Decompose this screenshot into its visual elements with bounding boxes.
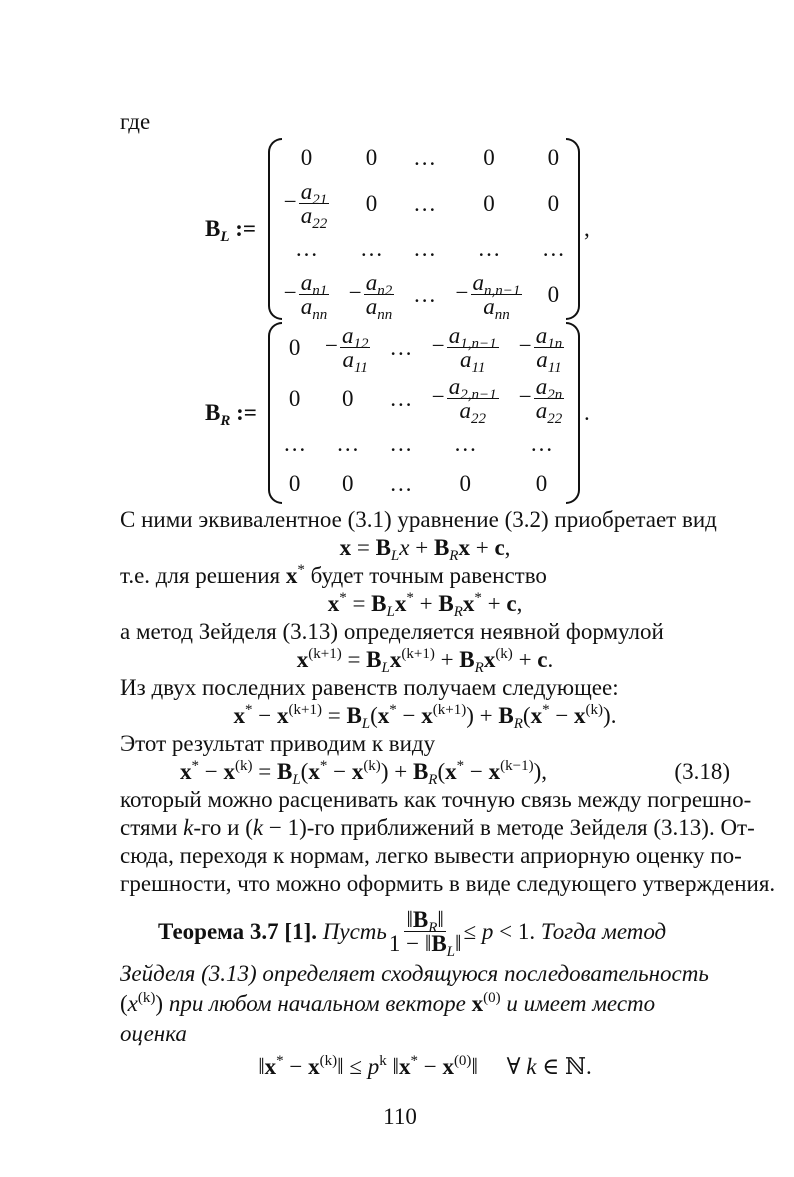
fraction — [447, 323, 499, 376]
math-token: при любом начальном векторе — [168, 991, 466, 1016]
math-token: x — [488, 759, 501, 784]
math-token: a — [460, 347, 472, 372]
matrix-entry: … — [283, 431, 307, 456]
text-line: сюда, переходя к нормам, легко вывести априорную оценку по- — [120, 843, 742, 868]
math-token: a — [365, 270, 378, 295]
math-token: * — [276, 1053, 284, 1069]
matrix-row — [274, 373, 574, 424]
math-token: a — [448, 374, 461, 399]
math-token: 21 — [312, 192, 328, 208]
math-token: (k) — [585, 702, 604, 718]
text-line: который можно расценивать как точную связь между погрешно- — [120, 787, 752, 812]
math-token: B — [438, 591, 454, 616]
math-token: x — [223, 759, 235, 784]
math-token: a — [300, 294, 313, 319]
math-token: 11 — [354, 360, 368, 376]
math-token: a — [300, 179, 313, 204]
matrix-entry: … — [389, 334, 413, 360]
math-token: L — [292, 772, 301, 788]
matrix-entry: 0 — [483, 145, 495, 170]
math-token: B — [498, 703, 514, 728]
formula-5: $x^* - x^{(k)} = B_L(x^* - x^{(k)}) + B_R(x^* - x^{(k-1)})$, — [180, 758, 547, 788]
theorem-line — [120, 959, 730, 989]
minus-sign: − — [431, 383, 445, 409]
matrix-entry: … — [389, 471, 413, 496]
math-token: x — [339, 535, 352, 560]
math-token: a — [448, 323, 461, 348]
matrix-entry: 0 — [535, 471, 548, 496]
matrix-bl-trail: , — [584, 216, 590, 241]
math-token: x — [421, 703, 433, 728]
math-token: Тогда метод — [540, 918, 667, 944]
fraction-denominator — [341, 347, 370, 376]
math-token: Зейделя (3.13) определяет сходящуюся последовательность — [120, 961, 709, 986]
math-token: и имеет место — [506, 991, 656, 1016]
math-token: x — [483, 647, 496, 672]
math-token: R — [474, 660, 484, 676]
math-token: a — [342, 347, 354, 372]
math-token: * — [474, 590, 482, 606]
math-token: p — [367, 1054, 380, 1079]
math-token: x — [327, 591, 340, 616]
math-token: c — [494, 535, 505, 560]
math-token: x — [394, 591, 407, 616]
math-token: * — [191, 758, 199, 774]
intro-word: где — [120, 109, 151, 134]
math-token: k — [252, 815, 264, 840]
theorem-condition: ≤ p < 1. Тогда метод — [463, 918, 667, 944]
math-token: x — [377, 703, 390, 728]
math-token: x — [296, 647, 309, 672]
math-token: (k−1) — [500, 758, 534, 774]
matrix-row — [274, 322, 574, 373]
math-token: 12 — [353, 336, 369, 352]
math-token: a — [535, 398, 548, 423]
fraction-denominator — [458, 347, 487, 376]
fraction-denominator — [457, 398, 488, 427]
matrix-entry — [274, 178, 339, 232]
left-parenthesis — [268, 322, 282, 504]
math-token: a — [535, 323, 548, 348]
matrix-br-trail: . — [584, 400, 590, 425]
matrix-entry: 0 — [288, 471, 301, 496]
minus-sign: − — [518, 332, 532, 358]
text-line: Из двух последних равенств получаем следующее: — [120, 675, 619, 700]
math-token: R — [513, 716, 523, 732]
matrix-row — [274, 229, 574, 269]
matrix-row — [274, 138, 574, 178]
matrix-entry — [339, 269, 404, 323]
math-token: 1,n−1 — [460, 336, 497, 352]
math-token: L — [386, 604, 395, 620]
math-token: x — [308, 1054, 320, 1079]
fraction-numerator: $‖B_R‖$ — [406, 907, 444, 936]
fraction — [534, 323, 565, 376]
minus-sign: − — [518, 383, 532, 409]
matrix-entry: … — [389, 431, 413, 456]
matrix-bl-block — [205, 138, 730, 323]
math-token: B — [431, 931, 447, 956]
formula-2: $x^* = B_Lx^* + B_Rx^* + c$, — [327, 590, 523, 620]
math-token: (k) — [137, 990, 156, 1006]
fraction-numerator — [364, 270, 395, 299]
matrix-entry: 0 — [300, 145, 313, 170]
theorem-title — [158, 919, 387, 945]
matrix-entry: 0 — [547, 190, 560, 216]
math-token: x — [264, 1054, 277, 1079]
math-token: (k) — [363, 758, 381, 774]
matrix-entry: … — [413, 145, 437, 170]
matrix-row — [274, 464, 574, 504]
formula-5-row — [120, 758, 730, 786]
math-token: x — [351, 759, 364, 784]
matrix-entry: 0 — [341, 385, 354, 411]
theorem-heading — [158, 907, 730, 960]
math-token: R — [428, 772, 438, 788]
theorem-line: $(x^{(k)})$ при любом начальном векторе $x^{(0)}$ и имеет место — [120, 990, 656, 1016]
formula-1: $x = B_Lx + B_Rx + c$, — [339, 535, 511, 564]
math-token: n,n−1 — [484, 283, 521, 299]
fraction-numerator — [447, 323, 499, 352]
math-token: оценка — [120, 1021, 187, 1046]
math-token: (k+1) — [288, 702, 322, 718]
matrix-entry — [509, 322, 574, 376]
math-token: a — [365, 294, 378, 319]
math-token: * — [410, 1053, 418, 1069]
math-token: a — [300, 270, 313, 295]
math-token: 22 — [470, 411, 486, 427]
text-line: С ними эквивалентное (3.1) уравнение (3.2) приобретает вид — [120, 507, 717, 532]
matrix-entry — [421, 322, 509, 376]
math-token: R — [449, 548, 459, 564]
math-token: * — [406, 590, 414, 606]
matrix-br — [268, 322, 580, 504]
minus-sign: − — [455, 279, 469, 305]
math-token: B — [433, 535, 450, 560]
math-token: a — [341, 323, 354, 348]
math-token: B — [375, 535, 391, 560]
math-token: (0) — [483, 990, 501, 1006]
fraction-denominator — [299, 203, 330, 232]
math-token: a — [536, 347, 548, 372]
fraction — [299, 270, 330, 323]
math-token: x — [442, 1054, 454, 1079]
math-token: a — [300, 203, 313, 228]
equation-number: (3.18) — [674, 759, 730, 784]
math-token: x — [458, 535, 470, 560]
fraction-denominator — [534, 347, 563, 376]
minus-sign: − — [431, 332, 445, 358]
math-token: B — [412, 907, 429, 932]
matrix-entry: 0 — [288, 385, 301, 411]
minus-sign: − — [283, 279, 297, 305]
minus-sign: − — [283, 188, 297, 214]
matrix-br-block — [205, 322, 730, 504]
fraction-numerator — [299, 179, 330, 208]
matrix-entry — [315, 322, 380, 376]
fraction-denominator — [299, 294, 330, 323]
math-token: x — [308, 759, 320, 784]
math-token: (0) — [453, 1053, 472, 1069]
fraction-numerator — [471, 270, 523, 299]
matrix-row — [274, 269, 574, 320]
math-token: nn — [312, 307, 328, 323]
right-parenthesis — [566, 322, 580, 504]
matrix-entry: 0 — [365, 145, 378, 170]
math-token: x — [574, 703, 586, 728]
fraction — [340, 323, 371, 376]
math-token: * — [456, 758, 465, 774]
minus-sign: − — [324, 332, 338, 358]
math-token: x — [530, 703, 543, 728]
math-token: B — [205, 400, 221, 425]
math-token: (k+1) — [432, 702, 467, 718]
math-token: k — [183, 815, 194, 840]
math-token: (k) — [495, 646, 513, 662]
text-line: т.е. для решения x* будет точным равенство — [120, 562, 547, 588]
matrix-entry — [445, 269, 533, 323]
math-token: * — [389, 702, 397, 718]
text-line: грешности, что можно оформить в виде следующего утверждения. — [120, 871, 776, 896]
text-line: стями k-го и (k − 1)-го приближений в методе Зейделя (3.13). От- — [120, 815, 755, 840]
math-token: a — [459, 398, 471, 423]
math-token: 22 — [312, 216, 328, 232]
math-token: x — [471, 991, 484, 1016]
theorem-line — [120, 1019, 730, 1049]
matrix-bl-label: $B_L$ := — [205, 216, 257, 245]
matrix-entry: … — [413, 190, 437, 216]
math-token: 11 — [471, 360, 486, 376]
math-token: B — [412, 759, 429, 784]
matrix-entry: … — [413, 236, 437, 261]
math-token: B — [366, 647, 382, 672]
matrix-entry: 0 — [547, 281, 560, 307]
math-token: Теорема 3.7 [1]. — [158, 918, 318, 944]
matrix-entry: … — [389, 385, 413, 411]
math-token: n1 — [312, 283, 328, 299]
math-token: * — [339, 590, 347, 606]
math-token: x — [180, 759, 192, 784]
math-token: p — [481, 918, 494, 944]
matrix-entry: … — [413, 281, 437, 307]
math-token: (k) — [319, 1053, 338, 1069]
math-token: x — [462, 591, 475, 616]
matrix-row — [274, 178, 574, 229]
math-token: x — [277, 703, 289, 728]
math-token: 22 — [547, 411, 563, 427]
matrix-entry: … — [530, 431, 553, 456]
math-token: B — [276, 759, 293, 784]
matrix-entry: … — [477, 236, 501, 261]
fraction — [471, 270, 523, 323]
math-token: c — [506, 591, 517, 616]
math-token: x — [399, 535, 410, 560]
math-token: (k+1) — [308, 646, 342, 662]
math-token: x — [285, 563, 298, 588]
math-token: x — [398, 1054, 411, 1079]
matrix-entry: … — [336, 431, 360, 456]
fraction — [299, 179, 330, 232]
text-line: а метод Зейделя (3.13) определяется неявной формулой — [120, 619, 664, 644]
math-token: L — [390, 548, 400, 564]
math-token: L — [381, 660, 390, 676]
math-token: L — [446, 944, 455, 960]
fraction — [534, 374, 565, 427]
fraction-numerator — [447, 374, 499, 403]
fraction-numerator — [340, 323, 371, 352]
math-token: L — [361, 716, 371, 732]
matrix-row — [274, 424, 574, 464]
math-token: nn — [494, 307, 510, 323]
math-token: k — [379, 1053, 387, 1069]
math-token: B — [371, 591, 387, 616]
book-page — [120, 0, 776, 1131]
fraction-denominator: $1 - ‖B_L‖$ — [388, 931, 462, 960]
matrix-bl — [268, 138, 580, 323]
math-token: 2,n−1 — [460, 387, 497, 403]
math-token: c — [537, 647, 548, 672]
formula-6: ‖x* − $x^{(k)}‖ \le p^k$ ‖x* − $x^{(0)}‖$ ∀ k ∈ ℕ. — [258, 1053, 592, 1079]
matrix-entry — [274, 269, 339, 323]
math-token: 11 — [547, 360, 562, 376]
math-token: a — [535, 374, 548, 399]
math-token: B — [346, 703, 362, 728]
matrix-entry: … — [294, 236, 318, 261]
text-line: Этот результат приводим к виду — [120, 731, 436, 756]
right-parenthesis — [566, 138, 580, 320]
fraction-numerator — [534, 374, 565, 403]
matrix-entry: … — [541, 236, 565, 261]
norm-fraction — [387, 907, 464, 960]
matrix-entry: 0 — [341, 471, 354, 496]
matrix-entry — [509, 373, 574, 427]
math-token: R — [220, 413, 231, 429]
math-token: R — [428, 920, 438, 936]
fraction-denominator — [481, 294, 512, 323]
matrix-entry: 0 — [288, 334, 301, 360]
math-token: a — [472, 270, 485, 295]
math-token: (k+1) — [401, 646, 435, 662]
formula-4: $x^* - x^{(k+1)} = B_L(x^* - x^{(k+1)}) + B_R(x^* - x^{(k)})$. — [233, 702, 617, 732]
fraction — [447, 374, 499, 427]
fraction — [364, 270, 395, 323]
math-token: x — [445, 759, 457, 784]
minus-sign: − — [348, 279, 362, 305]
matrix-entry: 0 — [483, 190, 495, 216]
math-token: x — [127, 991, 138, 1016]
math-token: Пусть — [322, 918, 387, 944]
math-token: a — [483, 294, 495, 319]
matrix-entry: 0 — [365, 190, 378, 216]
matrix-entry — [421, 373, 509, 427]
matrix-entry: 0 — [459, 471, 471, 496]
math-token: k — [526, 1054, 537, 1079]
math-token: L — [220, 229, 230, 245]
math-token: x — [389, 647, 402, 672]
fraction-numerator — [534, 323, 565, 352]
fraction-denominator — [534, 398, 565, 427]
math-token: n2 — [377, 283, 393, 299]
math-token: (k) — [234, 758, 253, 774]
math-token: * — [245, 702, 253, 718]
matrix-br-label: $B_R$ := — [205, 400, 257, 429]
math-token: R — [453, 604, 463, 620]
matrix-entry: … — [359, 236, 383, 261]
matrix-entry: … — [453, 431, 477, 456]
formula-3: $x^{(k+1)} = B_Lx^{(k+1)} + B_Rx^{(k)} + c$. — [296, 646, 554, 676]
math-token: B — [205, 216, 221, 241]
left-parenthesis — [268, 138, 282, 320]
math-token: B — [459, 647, 475, 672]
page-number: 110 — [383, 1104, 417, 1129]
math-token: nn — [377, 307, 393, 323]
math-token: * — [297, 562, 305, 578]
fraction-numerator — [299, 270, 330, 299]
math-token: * — [319, 758, 328, 774]
math-token: * — [542, 702, 550, 718]
math-token: x — [233, 703, 246, 728]
math-token: 2n — [547, 387, 563, 403]
matrix-entry: 0 — [547, 145, 560, 170]
math-token: 1n — [547, 336, 563, 352]
fraction-denominator — [364, 294, 395, 323]
